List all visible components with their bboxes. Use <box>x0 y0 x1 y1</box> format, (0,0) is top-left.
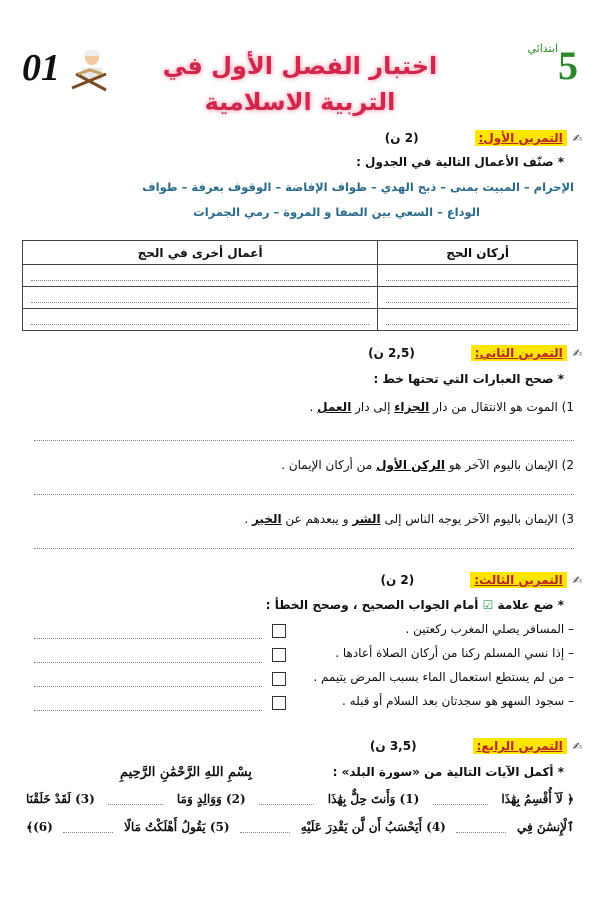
text-segment: 1) الموت هو الانتقال من دار <box>429 400 574 414</box>
text-segment: (2) وَوَالِدٍ وَمَا <box>176 792 246 806</box>
ex1-items-1: الإحرام – المبيت بمنى – ذبح الهدي – طواف الإفاضة – الوقوف بعرفة – طواف <box>142 180 574 194</box>
exercise-3-heading <box>380 572 582 588</box>
answer-line[interactable] <box>34 440 574 441</box>
exercise-2-heading <box>368 345 582 361</box>
grade-text: ابتدائي <box>527 42 558 55</box>
text-segment: (3) لَقَدْ خَلَقْنَا <box>26 792 95 806</box>
blank-line[interactable] <box>31 302 369 303</box>
text-segment: الشر <box>352 512 381 526</box>
blank-line[interactable] <box>108 804 163 805</box>
text-segment: و يبعدهم عن <box>281 512 353 526</box>
answer-cell[interactable] <box>378 287 578 309</box>
pencil-icon: ✍ <box>572 573 582 587</box>
answer-cell[interactable] <box>378 265 578 287</box>
answer-line[interactable] <box>34 494 574 495</box>
blank-line[interactable] <box>240 832 290 833</box>
exercise-points: (2,5 ن) <box>368 346 415 360</box>
text-segment: * ضع علامة <box>497 598 564 612</box>
correction-line[interactable] <box>34 710 262 711</box>
text-segment: . <box>309 400 318 414</box>
text-segment: 2) الإيمان باليوم الآخر هو <box>445 458 574 472</box>
correction-line[interactable] <box>34 662 262 663</box>
text-segment: (5) يَقُولُ أَهْلَكْتُ مَالًا <box>123 820 230 834</box>
reading-boy-icon <box>68 48 110 92</box>
ex2-statement-2 <box>281 458 574 472</box>
blank-line[interactable] <box>386 324 569 325</box>
verses-line-2 <box>26 820 574 834</box>
answer-checkbox[interactable] <box>272 624 286 638</box>
grade-number: 5 <box>558 43 578 88</box>
true-false-item: – سجود السهو هو سجدتان بعد السلام أو قبله . <box>342 694 574 708</box>
exercise-label: التمرين الأول: <box>475 130 567 146</box>
text-segment: ﴿ لَآ أُقْسِمُ بِهَٰذَا <box>501 792 574 806</box>
answer-checkbox[interactable] <box>272 672 286 686</box>
text-segment: الجزاء <box>394 400 430 414</box>
blank-line[interactable] <box>386 302 569 303</box>
exercise-points: (2 ن) <box>384 131 419 145</box>
pencil-icon: ✍ <box>572 131 582 145</box>
answer-line[interactable] <box>34 548 574 549</box>
text-segment: الركن الأول <box>376 458 446 472</box>
basmala: بِسْمِ اللهِ الرَّحْمَٰنِ الرَّحِيمِ <box>120 765 252 780</box>
exercise-points: (3,5 ن) <box>369 739 417 753</box>
classification-table <box>22 240 578 331</box>
answer-cell[interactable] <box>378 309 578 331</box>
text-segment: ٱلْإِنسَٰنَ فِي <box>517 820 574 834</box>
ex3-instruction <box>266 598 564 612</box>
exercise-4-heading <box>370 738 582 754</box>
text-segment: 3) الإيمان باليوم الآخر يوجه الناس إلى <box>380 512 574 526</box>
exercise-label: التمرين الرابع: <box>473 738 567 754</box>
true-false-item: – المسافر يصلي المغرب ركعتين . <box>405 622 574 636</box>
text-segment: العمل <box>317 400 352 414</box>
blank-line[interactable] <box>456 832 506 833</box>
title-line-1: اختبار الفصل الأول في <box>162 52 438 80</box>
ex2-statement-1 <box>310 400 574 414</box>
ex1-items-2: الوداع – السعي بين الصفا و المروة – رمي الجمرات <box>193 205 480 219</box>
answer-checkbox[interactable] <box>272 696 286 710</box>
text-segment: (6)﴾ <box>26 820 53 834</box>
title-line-2: التربية الاسلامية <box>204 88 396 116</box>
exercise-label: التمرين الثالث: <box>470 572 567 588</box>
text-segment: أمام الجواب الصحيح ، وصحح الخطأ : <box>265 598 479 612</box>
verses-line-1 <box>26 792 574 806</box>
exercise-points: (2 ن) <box>380 573 415 587</box>
text-segment: الخير <box>251 512 282 526</box>
true-false-item: – إذا نسي المسلم ركنا من أركان الصلاة أعادها . <box>335 646 574 660</box>
exam-number: 01 <box>22 47 60 89</box>
pencil-icon: ✍ <box>572 739 582 753</box>
ex1-instruction: * صنّف الأعمال التالية في الجدول : <box>356 155 564 169</box>
exercise-label: التمرين الثاني: <box>471 345 567 361</box>
ex2-statement-3 <box>244 512 574 526</box>
blank-line[interactable] <box>259 804 314 805</box>
text-segment: (1) وَأَنتَ حِلٌّ بِهَٰذَا <box>327 792 420 806</box>
ex2-instruction: * صحح العبارات التي تحتها خط : <box>373 372 564 386</box>
correction-line[interactable] <box>34 638 262 639</box>
table-header: أعمال أخرى في الحج <box>23 241 378 265</box>
grade-label <box>528 42 579 89</box>
true-false-item: – من لم يستطع استعمال الماء بسبب المرض يتيمم . <box>313 670 574 684</box>
text-segment: من أركان الإيمان . <box>281 458 377 472</box>
blank-line[interactable] <box>386 280 569 281</box>
text-segment: (4) أَيَحْسَبُ أَن لَّن يَقْدِرَ عَلَيْهِ <box>300 820 446 834</box>
blank-line[interactable] <box>31 324 369 325</box>
blank-line[interactable] <box>63 832 113 833</box>
ex4-instruction: * أكمل الآيات التالية من «سورة البلد» : <box>332 765 564 779</box>
blank-line[interactable] <box>31 280 369 281</box>
answer-cell[interactable] <box>23 265 378 287</box>
answer-cell[interactable] <box>23 287 378 309</box>
text-segment: . <box>244 512 252 526</box>
correction-line[interactable] <box>34 686 262 687</box>
answer-cell[interactable] <box>23 309 378 331</box>
answer-checkbox[interactable] <box>272 648 286 662</box>
pencil-icon: ✍ <box>572 346 582 360</box>
exercise-1-heading <box>385 130 582 146</box>
blank-line[interactable] <box>433 804 488 805</box>
table-header: أركان الحج <box>378 241 578 265</box>
text-segment: إلى دار <box>351 400 395 414</box>
checkbox-checked-icon: ☑ <box>482 598 494 612</box>
